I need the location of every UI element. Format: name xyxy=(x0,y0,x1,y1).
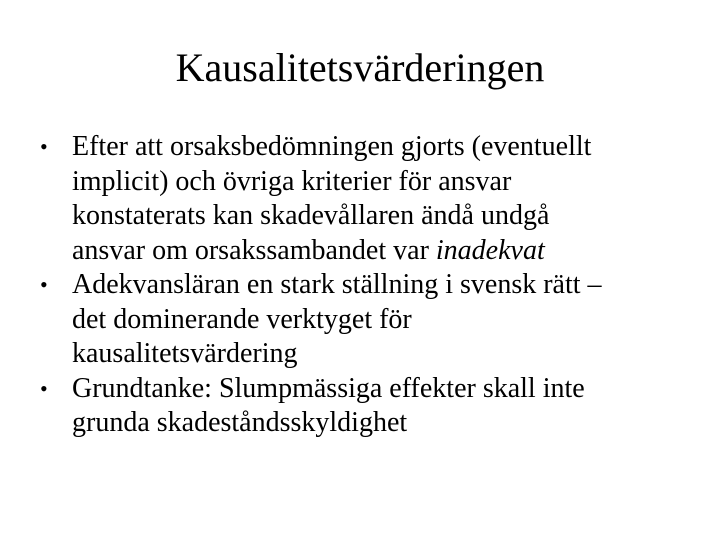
bullet-line-text: ansvar om orsakssambandet var xyxy=(72,234,436,266)
bullet-dot-icon: • xyxy=(40,134,48,159)
bullet-item-3 xyxy=(30,372,710,441)
bullet-line: det dominerande verktyget för xyxy=(72,303,412,335)
bullet-line: Grundtanke: Slumpmässiga effekter skall inte xyxy=(72,372,585,404)
bullet-dot-icon: • xyxy=(40,375,48,401)
bullet-list xyxy=(30,130,710,441)
bullet-line: konstaterats kan skadevållaren ändå undgå xyxy=(72,200,550,231)
bullet-line: Adekvansläran en stark ställning i svensk rätt – xyxy=(72,269,602,300)
bullet-item-1 xyxy=(30,130,710,268)
slide-title: Kausalitetsvärderingen xyxy=(175,45,545,90)
bullet-dot-icon: • xyxy=(40,272,48,297)
bullet-line: kausalitetsvärdering xyxy=(72,338,298,369)
bullet-line-with-emphasis xyxy=(72,234,710,269)
bullet-line: grunda skadeståndsskyldighet xyxy=(72,407,408,438)
bullet-line: Efter att orsaksbedömningen gjorts (eventuellt xyxy=(72,131,592,162)
bullet-line: implicit) och övriga kriterier för ansvar xyxy=(72,165,512,197)
emphasized-term: inadekvat xyxy=(435,234,545,266)
bullet-item-2 xyxy=(30,268,710,372)
